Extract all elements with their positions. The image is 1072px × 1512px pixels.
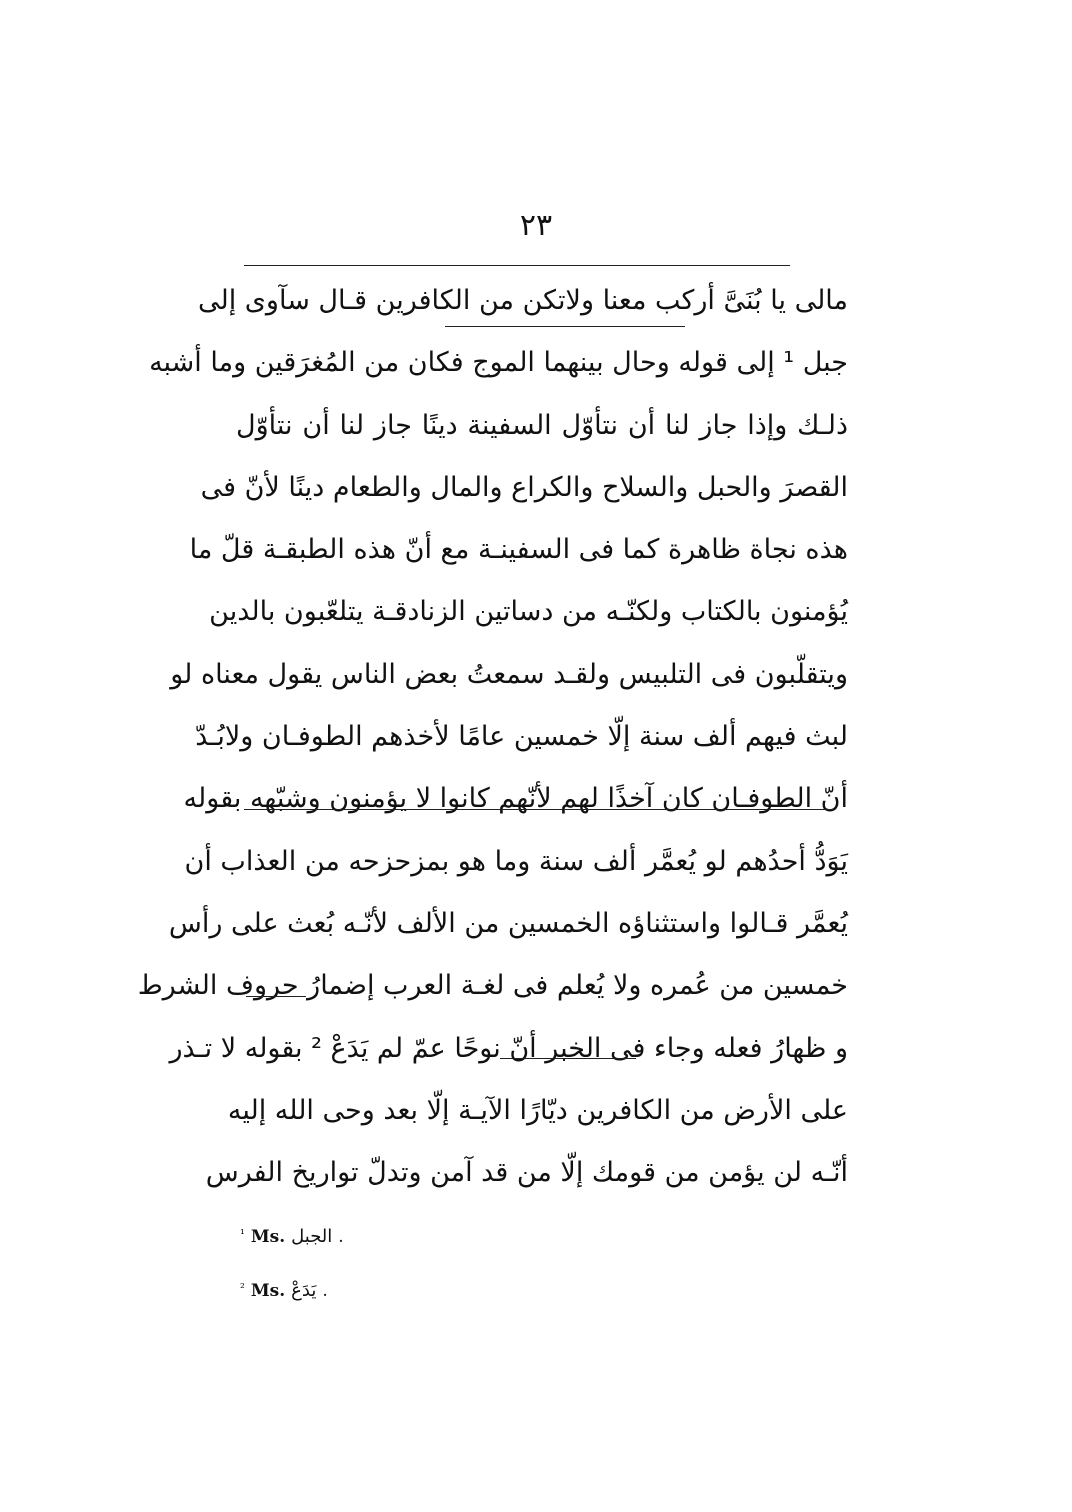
quote-underline	[244, 809, 834, 810]
footnote-1	[240, 1222, 460, 1276]
footnote-marker: ²	[240, 1281, 245, 1295]
text-line: مالى يا بُنَىَّ أركب معنا ولاتكن من الكافرين قـال سآوى إلى	[197, 285, 848, 316]
footnote-2	[240, 1276, 460, 1330]
text-line: أنّـه لن يؤمن من قومك إلّا من قد آمن وتدلّ تواريخ الفرس	[205, 1157, 848, 1189]
text-line: و ظهارُ فعله وجاء فى الخبر أنّ نوحًا عمّ لم يَدَعْ ² بقوله لا تـذر	[169, 1032, 848, 1064]
footnote-end: .	[338, 1227, 344, 1247]
footnote-reading: يَدَعْ	[291, 1280, 317, 1301]
quote-underline	[445, 326, 685, 327]
text-line: على الأرض من الكافرين ديّارًا الآيـة إلّا بعد وحى الله إليه	[227, 1094, 848, 1126]
footnote-reading: الجبل	[291, 1226, 333, 1247]
text-line: خمسين من عُمره ولا يُعلم فى لغـة العرب إضمارُ حروف الشرط	[137, 970, 848, 1002]
text-line: هذه نجاة ظاهرة كما فى السفينـة مع أنّ هذه الطبقـة قلّ ما	[189, 534, 848, 566]
footnote-ms-label: Ms.	[250, 1281, 286, 1301]
text-line: القصرَ والحبل والسلاح والكراع والمال والطعام دينًا لأنّ فى	[200, 471, 848, 503]
footnote-marker: ¹	[240, 1227, 245, 1241]
text-line: يُعمَّر قـالوا واستثناؤه الخمسين من الألف لأنّـه بُعث على رأس	[168, 907, 848, 939]
text-line: جبل ¹ إلى قوله وحال بينهما الموج فكان من المُغرَقين وما أشبه	[149, 347, 848, 379]
text-line: ذلـك وإذا جاز لنا أن نتأوّل السفينة دينًا جاز لنا أن نتأوّل	[236, 409, 848, 441]
main-text-block	[137, 270, 848, 1204]
text-line: أنّ الطوفـان كان آخذًا لهم لأنّهم كانوا لا يؤمنون وشبّهه بقوله	[183, 783, 848, 815]
footnotes	[240, 1222, 460, 1330]
quote-underline	[500, 1058, 636, 1059]
quote-underline	[246, 996, 306, 997]
footnote-end: .	[322, 1281, 328, 1301]
text-line: يَوَدُّ أحدُهم لو يُعمَّر ألف سنة وما هو بمزحزحه من العذاب أن	[184, 845, 848, 877]
text-line: لبث فيهم ألف سنة إلّا خمسين عامًا لأخذهم الطوفـان ولابُـدّ	[195, 721, 848, 753]
footnote-ms-label: Ms.	[250, 1227, 286, 1247]
text-line: ويتقلّبون فى التلبيس ولقـد سمعتُ بعض الناس يقول معناه لو	[170, 658, 848, 690]
header-rule	[244, 265, 790, 266]
text-line: يُؤمنون بالكتاب ولكنّـه من دساتين الزنادقـة يتلعّبون بالدين	[209, 596, 848, 628]
page-number: ٢٣	[519, 208, 553, 243]
